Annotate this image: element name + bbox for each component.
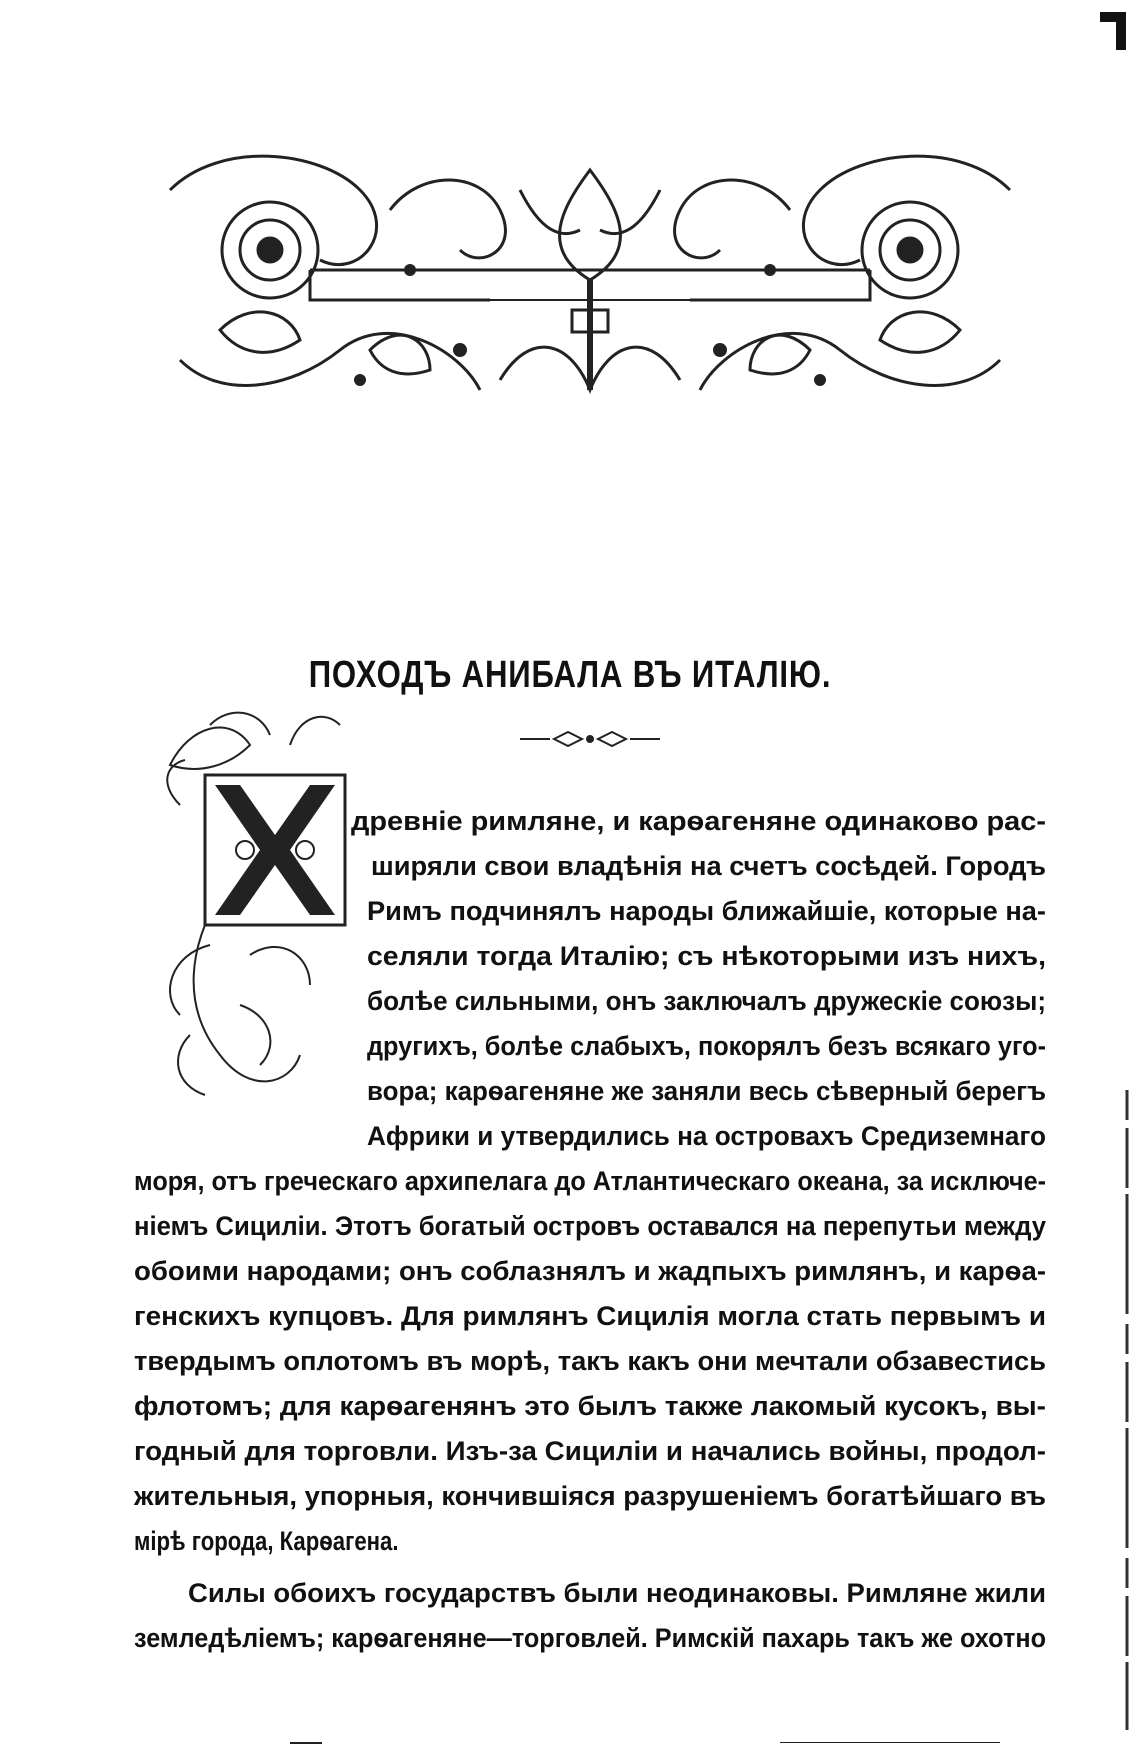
body-line: моря, отъ греческаго архипелага до Атлантическаго океана, за исключе- [134,1166,1046,1196]
body-line: земледѣліемъ; карѳагеняне—торговлей. Римскій пахарь такъ же охотно [134,1623,1046,1653]
body-line: жительныя, упорныя, кончившіяся разрушеніемъ богатѣйшаго въ [134,1481,1046,1511]
body-line: ширяли свои владѣнія на счетъ сосѣдей. Городъ [371,851,1046,881]
body-line: флотомъ; для карѳагенянъ это былъ также лакомый кусокъ, вы- [134,1391,1046,1421]
body-line: ніемъ Сициліи. Этотъ богатый островъ оставался на перепутьи между [134,1211,1046,1241]
body-line: Римъ подчинялъ народы ближайшіе, которые на- [367,896,1046,926]
body-line: вора; карѳагеняне же заняли весь сѣверный берегъ [367,1076,1046,1106]
bottom-rule-right [780,1742,1000,1743]
ornamental-headpiece-icon [160,150,1020,410]
body-line: болѣе сильными, онъ заключалъ дружескіе союзы; [367,986,1046,1016]
body-line: генскихъ купцовъ. Для римлянъ Сицилія могла стать первымъ и [134,1301,1046,1331]
scan-corner-mark [1100,12,1126,50]
scan-margin-artifact [1124,1090,1130,1730]
body-line: мірѣ города, Карѳагена. [134,1526,399,1556]
ornament-divider-icon [520,728,660,750]
chapter-title: ПОХОДЪ АНИБАЛА ВЪ ИТАЛІЮ. [308,654,832,696]
body-line: древніе римляне, и карѳагеняне одинаково рас- [351,806,1046,836]
body-line: Силы обоихъ государствъ были неодинаковы. Римляне жили [188,1578,1046,1608]
body-line: другихъ, болѣе слабыхъ, покорялъ безъ всякаго уго- [367,1031,1046,1061]
body-line: селяли тогда Италію; съ нѣкоторыми изъ нихъ, [367,941,1046,971]
decorated-initial-icon [150,705,350,1105]
bottom-rule-left [290,1742,322,1744]
body-line: годный для торговли. Изъ-за Сициліи и начались войны, продол- [134,1436,1046,1466]
body-line: твердымъ оплотомъ въ морѣ, такъ какъ они мечтали обзавестись [134,1346,1046,1376]
body-line: Африки и утвердились на островахъ Средиземнаго [367,1121,1046,1151]
body-line: обоими народами; онъ соблазнялъ и жадпыхъ римлянъ, и карѳа- [134,1256,1046,1286]
